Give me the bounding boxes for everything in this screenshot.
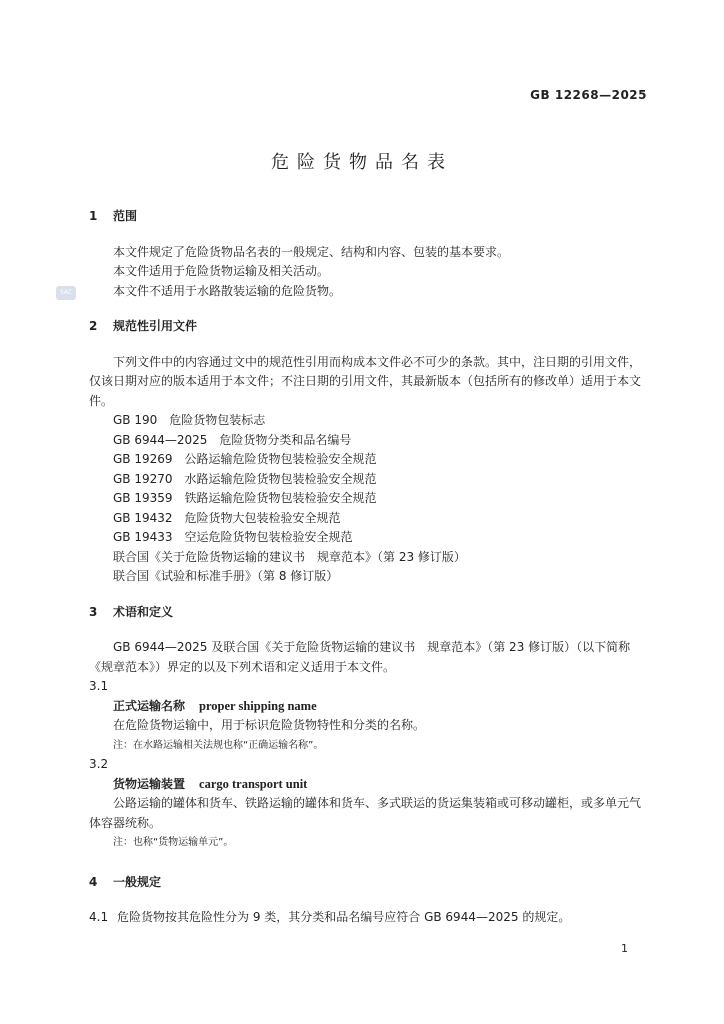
page-number: 1 [621, 942, 628, 955]
term-number: 3.2 [89, 757, 109, 771]
term-note: 注：在水路运输相关法规也称“正确运输名称”。 [113, 739, 324, 751]
sac-watermark-stamp: SAC [56, 286, 76, 300]
section-heading-1: 1 范围 [89, 209, 138, 223]
reference-item: GB 19433 空运危险货物包装检验安全规范 [113, 530, 353, 544]
reference-item: GB 19269 公路运输危险货物包装检验安全规范 [113, 452, 377, 466]
scope-paragraph-3: 本文件不适用于水路散装运输的危险货物。 [113, 283, 342, 298]
document-body [89, 207, 649, 928]
term-note: 注：也称“货物运输单元”。 [113, 837, 234, 848]
reference-item: GB 19270 水路运输危险货物包装检验安全规范 [113, 471, 377, 486]
term-definition: 公路运输的罐体和货车、铁路运输的罐体和货车、多式联运的货运集装箱或可移动罐柜，或多单元气体容器统称。 [89, 796, 642, 830]
term-number: 3.1 [89, 679, 109, 693]
section-heading-4: 4 一般规定 [89, 874, 162, 889]
reference-item: GB 19359 铁路运输危险货物包装检验安全规范 [113, 491, 377, 505]
standard-number: GB 12268—2025 [530, 88, 647, 102]
term-title: 正式运输名称 proper shipping name [113, 698, 317, 713]
section-heading-2: 2 规范性引用文件 [89, 319, 198, 333]
term-title: 货物运输装置 cargo transport unit [113, 776, 308, 791]
reference-item: GB 190 危险货物包装标志 [113, 413, 266, 427]
reference-item: GB 6944—2025 危险货物分类和品名编号 [113, 432, 352, 447]
section-heading-3: 3 术语和定义 [89, 604, 174, 619]
term-definition: 在危险货物运输中，用于标识危险货物特性和分类的名称。 [113, 718, 426, 732]
reference-item: 联合国《关于危险货物运输的建议书 规章范本》（第 23 修订版） [113, 549, 466, 564]
terms-intro: GB 6944—2025 及联合国《关于危险货物运输的建议书 规章范本》（第 23 修订版）（以下简称《规章范本》）界定的以及下列术语和定义适用于本文件。 [89, 640, 631, 674]
scope-paragraph-1: 本文件规定了危险货物品名表的一般规定、结构和内容、包装的基本要求。 [113, 244, 510, 259]
reference-item: 联合国《试验和标准手册》（第 8 修订版） [113, 569, 339, 583]
document-title: 危险货物品名表 [271, 152, 453, 173]
reference-item: GB 19432 危险货物大包装检验安全规范 [113, 510, 341, 525]
clause-4-1: 4.1 危险货物按其危险性分为 9 类，其分类和品名编号应符合 GB 6944—2025 的规定。 [89, 910, 571, 924]
references-intro: 下列文件中的内容通过文中的规范性引用而构成本文件必不可少的条款。其中，注日期的引用文件，仅该日期对应的版本适用于本文件；不注日期的引用文件，其最新版本（包括所有的修改单）适用于本文件。 [89, 354, 642, 408]
scope-paragraph-2: 本文件适用于危险货物运输及相关活动。 [113, 264, 330, 278]
